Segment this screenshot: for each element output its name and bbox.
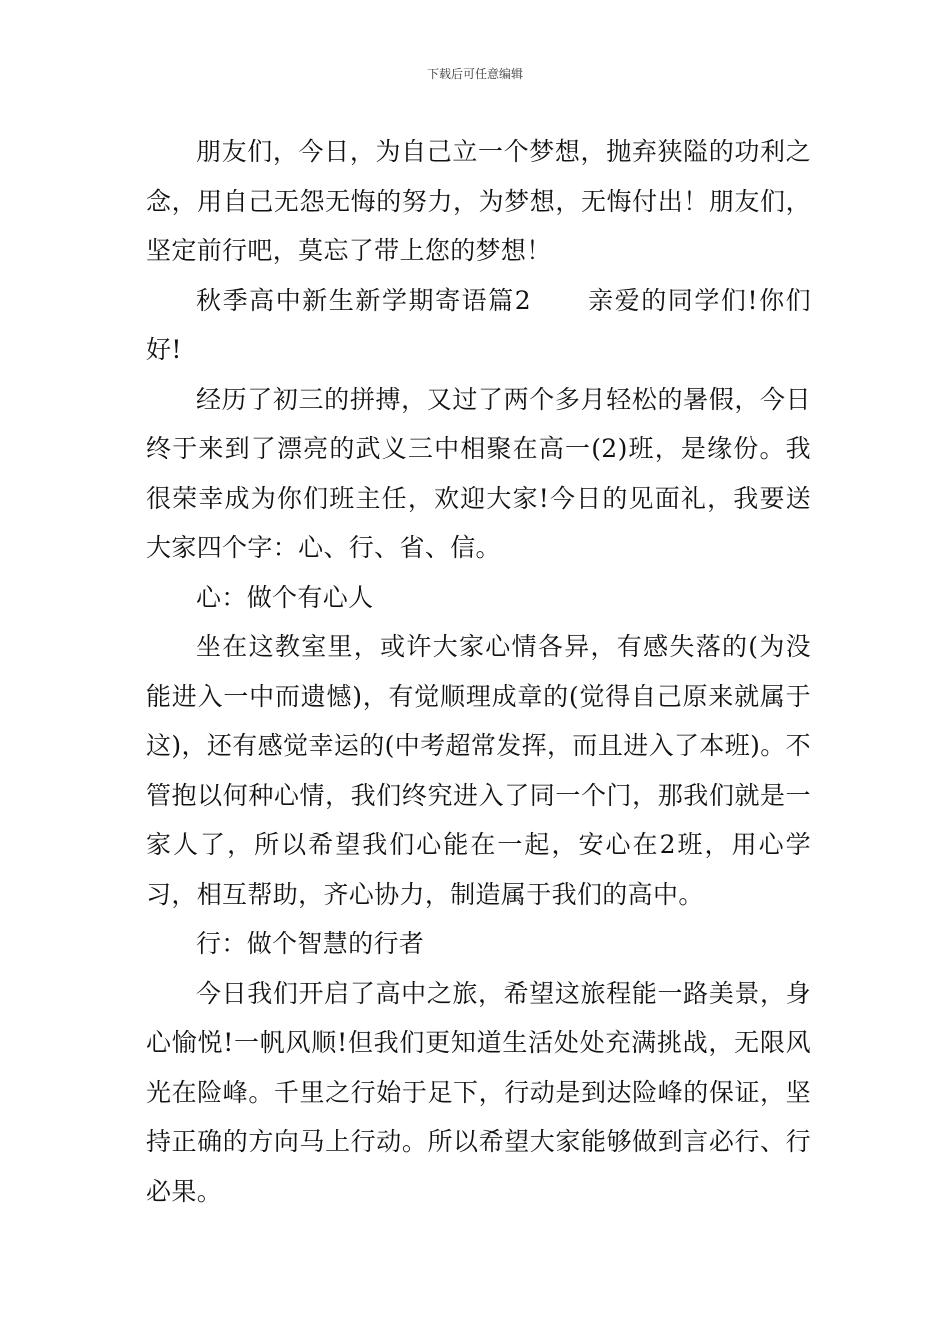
- paragraph-welcome: 经历了初三的拼搏，又过了两个多月轻松的暑假，今日终于来到了漂亮的武义三中相聚在高一(2)班，是缘份。我很荣幸成为你们班主任，欢迎大家!今日的见面礼，我要送大家四个字：心、行、省、信。: [146, 384, 811, 562]
- paragraph-heart-body: 坐在这教室里，或许大家心情各异，有感失落的(为没能进入一中而遗憾)，有觉顺理成章的(觉得自己原来就属于这)，还有感觉幸运的(中考超常发挥，而且进入了本班)。不管抱以何种心情，我们终究进入了同一个门，那我们就是一家人了，所以希望我们心能在一起，安心在2班，用心学习，相互帮助，齐心协力，制造属于我们的高中。: [146, 632, 811, 909]
- paragraph-heading-heart: 心：做个有心人: [196, 582, 374, 612]
- page-header-note: 下载后可任意编辑: [426, 67, 523, 81]
- paragraph-heading-action: 行：做个智慧的行者: [196, 929, 425, 958]
- paragraph-action-body: 今日我们开启了高中之旅，希望这旅程能一路美景，身心愉悦!一帆风顺!但我们更知道生活处处充满挑战，无限风光在险峰。千里之行始于足下，行动是到达险峰的保证，坚持正确的方向马上行动。所以希望大家能够做到言必行、行必果。: [146, 978, 811, 1206]
- document-body: [146, 127, 811, 1216]
- paragraph-section-title-greeting: 秋季高中新生新学期寄语篇2 亲爱的同学们!你们好!: [146, 285, 811, 364]
- paragraph-closing-wish: 朋友们，今日，为自己立一个梦想，抛弃狭隘的功利之念，用自己无怨无悔的努力，为梦想，无悔付出！朋友们，坚定前行吧，莫忘了带上您的梦想！: [146, 137, 811, 265]
